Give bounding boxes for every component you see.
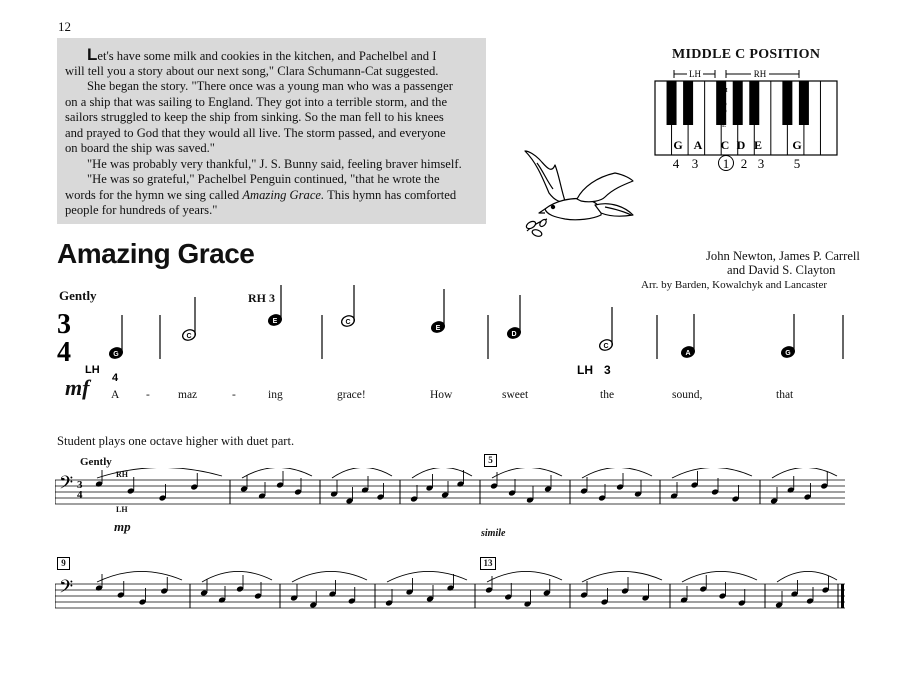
black-key bbox=[799, 81, 809, 125]
pre-staff-notation bbox=[50, 285, 850, 385]
final-bar-thick bbox=[841, 584, 844, 608]
keyboard-middle-label: M I D D L E bbox=[722, 87, 728, 129]
bass-clef-icon: 𝄢 bbox=[59, 473, 74, 498]
phrase-slur bbox=[582, 571, 662, 582]
time-sig-top: 3 bbox=[57, 309, 71, 340]
finger-number: 3 bbox=[757, 156, 765, 171]
phrase-slur bbox=[672, 468, 752, 478]
phrase-slur bbox=[487, 571, 562, 582]
story-line: words for the hymn we sing called Amazing Grace. This hymn has comforted bbox=[65, 188, 457, 202]
lyric-syllable: the bbox=[600, 389, 615, 401]
phrase-slur bbox=[97, 571, 182, 582]
tempo-marking: Gently bbox=[59, 288, 97, 303]
dove-illustration bbox=[515, 145, 645, 245]
measure-number-box: 13 bbox=[480, 557, 496, 570]
keyboard-diagram bbox=[640, 64, 850, 176]
lyric-syllable: maz bbox=[178, 389, 198, 401]
black-keys bbox=[667, 81, 809, 125]
staff-system-2 bbox=[55, 571, 845, 608]
story-line: will tell you a story about our next song," Clara Schumann-Cat suggested. bbox=[65, 64, 439, 78]
lh-label-2: LH bbox=[577, 363, 593, 377]
lyric-syllable: How bbox=[430, 389, 453, 401]
phrase-slur bbox=[387, 571, 467, 582]
story-line: people for hundreds of years." bbox=[65, 203, 218, 217]
note-letter: G bbox=[113, 351, 119, 358]
keyboard-lh-label: LH bbox=[689, 69, 701, 79]
note-letter: E bbox=[272, 318, 278, 325]
lyric-syllable: that bbox=[776, 389, 794, 401]
lyric-hyphen: - bbox=[146, 389, 150, 401]
lh-finger: 4 bbox=[112, 372, 119, 384]
lyric-syllable: A bbox=[111, 389, 120, 401]
phrase-slur bbox=[202, 571, 272, 582]
lyric-syllable: grace! bbox=[337, 389, 366, 401]
simile-marking: simile bbox=[481, 528, 506, 539]
finger-number: 4 bbox=[672, 156, 680, 171]
measure-number-box: 9 bbox=[57, 557, 70, 570]
key-letter: E bbox=[753, 138, 763, 152]
lyric-syllable: ing bbox=[268, 389, 283, 401]
story-paragraph-4: "He was so grateful," Pachelbel Penguin continued, "that he wrote the bbox=[87, 172, 440, 186]
measure-number-box: 5 bbox=[484, 454, 497, 467]
black-key bbox=[683, 81, 693, 125]
story-paragraph-3: "He was probably very thankful," J. S. Bunny said, feeling braver himself. bbox=[87, 157, 462, 171]
duet-time-sig-top: 3 bbox=[77, 479, 83, 491]
note-letter: E bbox=[435, 325, 441, 332]
phrase-slur bbox=[682, 571, 757, 582]
phrase-slur bbox=[582, 468, 652, 478]
composer-line-1: John Newton, James P. Carrell bbox=[706, 249, 860, 263]
black-key bbox=[667, 81, 677, 125]
lyric-hyphen: - bbox=[232, 389, 236, 401]
rh-finger-label: RH 3 bbox=[248, 291, 275, 305]
lyric-syllable: sweet bbox=[502, 389, 529, 401]
story-line: and prayed to God that they would all live. The storm passed, and everyone bbox=[65, 126, 446, 140]
phrase-slur bbox=[492, 468, 562, 478]
note-letter: C bbox=[186, 333, 192, 340]
black-key bbox=[782, 81, 792, 125]
black-key bbox=[733, 81, 743, 125]
key-letter: A bbox=[693, 138, 703, 152]
black-key bbox=[749, 81, 759, 125]
story-box bbox=[57, 38, 486, 224]
phrase-slur bbox=[412, 468, 472, 478]
finger-number: 5 bbox=[793, 156, 801, 171]
phrase-slur bbox=[97, 468, 222, 478]
keyboard-title: MIDDLE C POSITION bbox=[672, 47, 821, 62]
lh-finger-2: 3 bbox=[604, 363, 611, 377]
duet-dynamic: mp bbox=[114, 519, 131, 534]
finger-number: 1 bbox=[722, 156, 730, 171]
key-letter: G bbox=[792, 138, 802, 152]
finger-number: 3 bbox=[691, 156, 699, 171]
story-paragraph-1: Let's have some milk and cookies in the kitchen, and Pachelbel and I bbox=[87, 45, 437, 64]
duet-staves bbox=[55, 468, 850, 658]
arranger-credit: Arr. by Barden, Kowalchyk and Lancaster bbox=[641, 279, 828, 291]
phrase-slur bbox=[292, 571, 367, 582]
time-sig-bottom: 4 bbox=[57, 337, 71, 368]
story-paragraph-2: She began the story. "There once was a young man who was a passenger bbox=[87, 79, 453, 93]
note-letter: G bbox=[785, 350, 791, 357]
story-line: sailors struggled to keep the ship from sinking. So the man fell to his knees bbox=[65, 110, 444, 124]
staff-system-1 bbox=[55, 468, 845, 504]
key-letter: C bbox=[720, 138, 730, 152]
key-letter: G bbox=[673, 138, 683, 152]
note-letter: A bbox=[685, 350, 691, 357]
phrase-slur bbox=[242, 468, 312, 478]
duet-instruction: Student plays one octave higher with duet part. bbox=[57, 434, 295, 448]
finger-number: 2 bbox=[740, 156, 748, 171]
keyboard-rh-label: RH bbox=[753, 69, 767, 79]
duet-time-sig-bottom: 4 bbox=[77, 489, 83, 501]
lyric-syllable: sound, bbox=[672, 389, 703, 401]
duet-lh-label: LH bbox=[116, 505, 128, 514]
story-line: on board the ship was saved." bbox=[65, 141, 215, 155]
duet-rh-label: RH bbox=[116, 470, 128, 479]
note-letter: C bbox=[603, 343, 609, 350]
phrase-slur bbox=[332, 468, 392, 478]
bass-clef-icon: 𝄢 bbox=[59, 577, 74, 602]
dynamic-mf: mf bbox=[65, 375, 90, 400]
story-line: on a ship that was sailing to England. They got into a terrible storm, and the bbox=[65, 95, 448, 109]
duet-tempo: Gently bbox=[80, 456, 112, 468]
note-letter: D bbox=[511, 331, 517, 338]
phrase-slur bbox=[777, 571, 837, 582]
composer-line-2: and David S. Clayton bbox=[727, 263, 836, 277]
page-number: 12 bbox=[58, 19, 71, 34]
key-letter: D bbox=[736, 138, 746, 152]
note-letter: C bbox=[345, 319, 351, 326]
song-title: Amazing Grace bbox=[57, 238, 255, 269]
lh-label: LH bbox=[85, 364, 100, 376]
